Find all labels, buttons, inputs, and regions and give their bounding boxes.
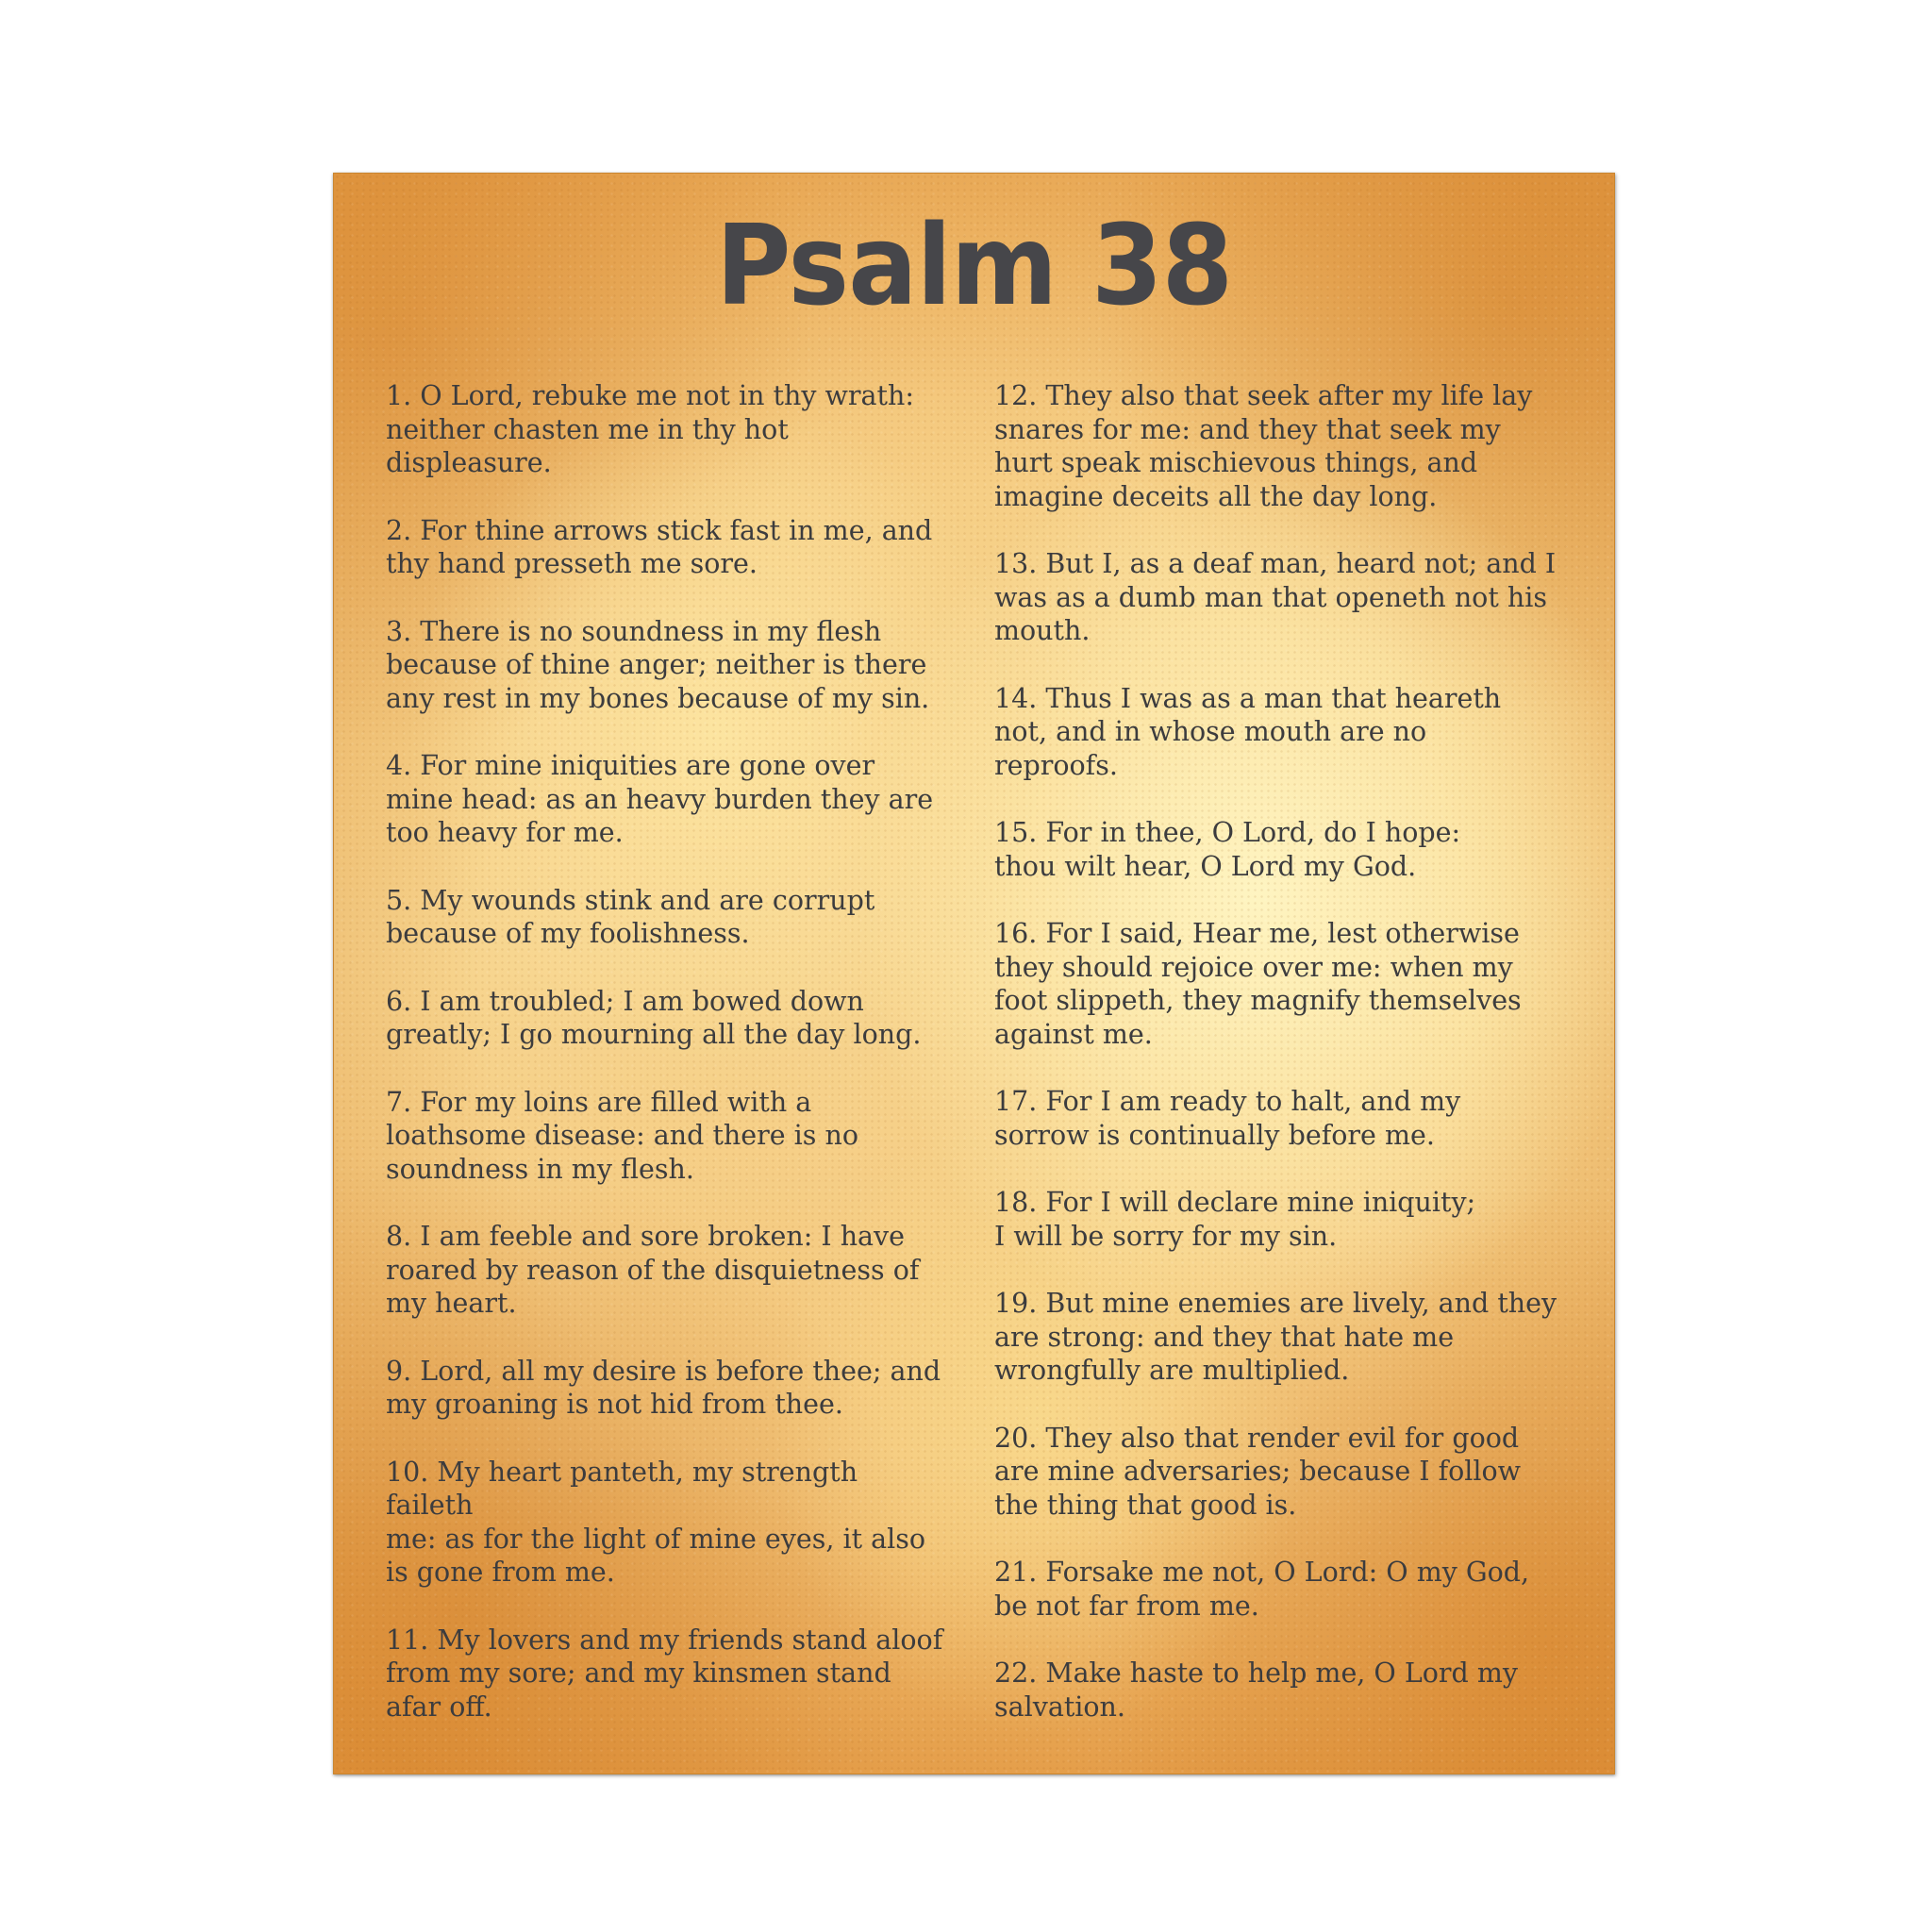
verse-column-right — [994, 379, 1579, 1757]
verse-1: 1. O Lord, rebuke me not in thy wrath: neither chasten me in thy hot displeasure. — [386, 380, 914, 478]
verse-12: 12. They also that seek after my life lay snares for me: and they that seek my hurt speak mischievous things, and imagine deceits all the day long. — [994, 380, 1533, 512]
verse-8: 8. I am feeble and sore broken: I have roared by reason of the disquietness of my heart. — [386, 1221, 920, 1319]
verse-9: 9. Lord, all my desire is before thee; and my groaning is not hid from thee. — [386, 1355, 941, 1420]
verse-16: 16. For I said, Hear me, lest otherwise they should rejoice over me: when my foot slippeth, they magnify themselves against me. — [994, 918, 1522, 1050]
verse-19: 19. But mine enemies are lively, and they are strong: and they that hate me wrongfully are multiplied. — [994, 1288, 1557, 1386]
verse-4: 4. For mine iniquities are gone over mine head: as an heavy burden they are too heavy for me. — [386, 750, 934, 848]
verse-17: 17. For I am ready to halt, and my sorrow is continually before me. — [994, 1086, 1461, 1151]
verse-13: 13. But I, as a deaf man, heard not; and I was as a dumb man that openeth not his mouth. — [994, 548, 1557, 646]
verse-3: 3. There is no soundness in my flesh because of thine anger; neither is there any rest in my bones because of my sin. — [386, 615, 930, 714]
verse-22: 22. Make haste to help me, O Lord my salvation. — [994, 1657, 1518, 1723]
verse-14: 14. Thus I was as a man that heareth not, and in whose mouth are no reproofs. — [994, 682, 1502, 781]
verse-10: 10. My heart panteth, my strength faileth me: as for the light of mine eyes, it also is gone from me. — [386, 1456, 925, 1588]
page-title: Psalm 38 — [715, 200, 1233, 330]
verse-15: 15. For in thee, O Lord, do I hope: thou wilt hear, O Lord my God. — [994, 817, 1461, 882]
verse-18: 18. For I will declare mine iniquity; I will be sorry for my sin. — [994, 1187, 1476, 1252]
verse-21: 21. Forsake me not, O Lord: O my God, be not far from me. — [994, 1557, 1530, 1622]
verse-2: 2. For thine arrows stick fast in me, and thy hand presseth me sore. — [386, 514, 933, 579]
verse-7: 7. For my loins are filled with a loathsome disease: and there is no soundness in my flesh. — [386, 1086, 858, 1185]
verse-20: 20. They also that render evil for good are mine adversaries; because I follow the thing that good is. — [994, 1422, 1522, 1521]
psalm-canvas-print — [333, 173, 1615, 1774]
verse-5: 5. My wounds stink and are corrupt because of my foolishness. — [386, 884, 875, 949]
verse-column-left — [386, 379, 952, 1757]
verse-11: 11. My lovers and my friends stand aloof from my sore; and my kinsmen stand afar off. — [386, 1624, 943, 1723]
verse-6: 6. I am troubled; I am bowed down greatly; I go mourning all the day long. — [386, 985, 922, 1050]
